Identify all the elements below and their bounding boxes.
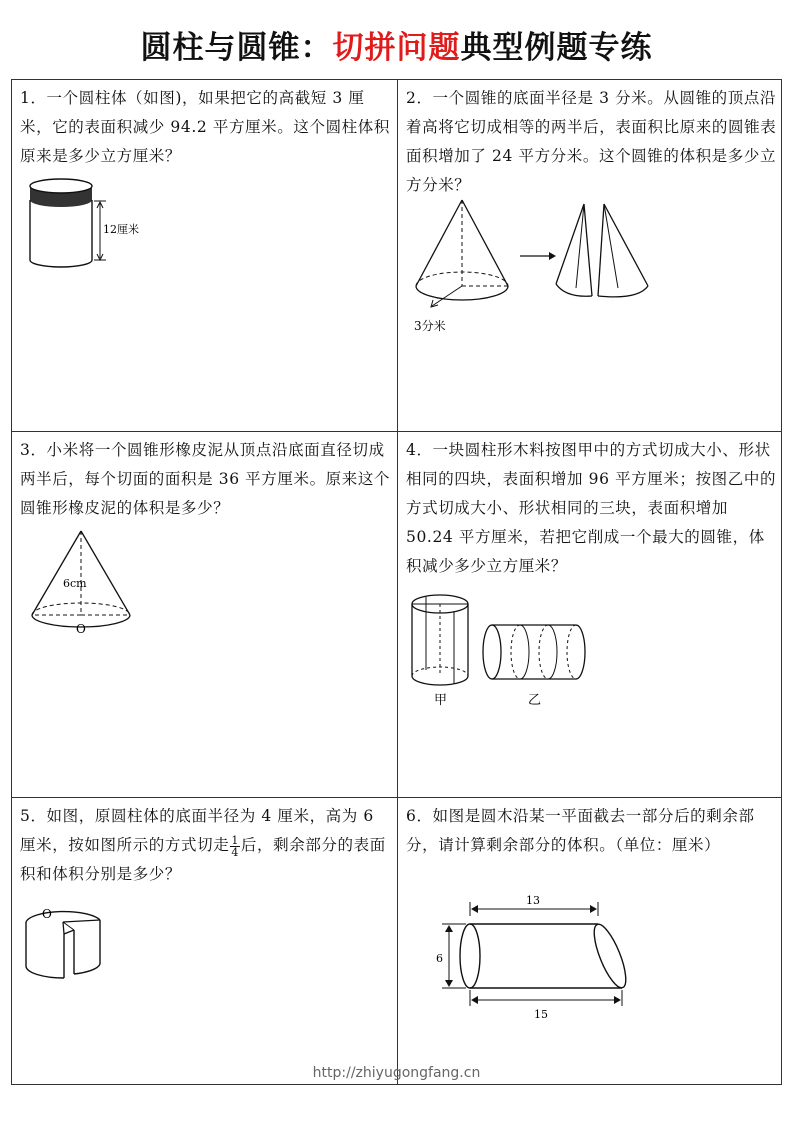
dim-top-label: 13 [526, 894, 540, 907]
cone-cut-figure [406, 196, 766, 336]
truncated-log-figure [418, 890, 638, 1030]
title-highlight: 切拼问题 [332, 30, 461, 66]
problem-6-text: 6．如图是圆木沿某一平面截去一部分后的剩余部分，请计算剩余部分的体积。（单位：厘米） [406, 807, 755, 854]
problem-1-text: 1．一个圆柱体（如图)，如果把它的高截短 3 厘米，它的表面积减少 94.2 平方厘米。这个圆柱体积原来是多少立方厘米？ [20, 89, 390, 165]
problem-grid [11, 79, 782, 1085]
center-label: O [42, 907, 52, 921]
problem-4-text: 4．一块圆柱形木料按图甲中的方式切成大小、形状相同的四块，表面积增加 96 平方厘米；按图乙中的方式切成大小、形状相同的三块，表面积增加 50.24 平方厘米，若把它削成一个最大的圆锥，体积减少多少立方厘米？ [406, 441, 777, 575]
cut-cylinder-figure [22, 902, 112, 992]
problem-5-text [20, 802, 392, 889]
problem-3-text: 3．小米将一个圆锥形橡皮泥从顶点沿底面直径切成两半后，每个切面的面积是 36 平方厘米。原来这个圆锥形橡皮泥的体积是多少？ [20, 441, 391, 517]
dim-left-label: 6 [436, 952, 443, 965]
problem-5-text-before: 5．如图，原圆柱体的底面半径为 4 厘米，高为 6 厘米，按如图所示的方式切走 [20, 807, 374, 854]
height-label: 6cm [63, 577, 87, 590]
label-yi: 乙 [528, 693, 542, 708]
problem-6 [398, 798, 783, 1086]
cone-figure [26, 527, 136, 637]
problem-4 [398, 432, 783, 797]
problem-3 [12, 432, 397, 797]
title-part-1: 圆柱与圆锥： [140, 30, 333, 66]
cylinder-figure [20, 172, 170, 272]
problem-2-text: 2．一个圆锥的底面半径是 3 分米。从圆锥的顶点沿着高将它切成相等的两半后，表面积比原来的圆锥表面积增加了 24 平方分米。这个圆锥的体积是多少立方分米？ [406, 89, 777, 194]
fraction-denominator: 4 [231, 845, 239, 859]
fraction-one-quarter [230, 835, 240, 858]
problem-5 [12, 798, 397, 1086]
problem-1 [12, 80, 397, 431]
dim-bottom-label: 15 [534, 1008, 548, 1021]
center-label: O [76, 622, 86, 636]
height-label: 12厘米 [103, 223, 139, 236]
problem-2 [398, 80, 783, 431]
cylinder-cuts-figure [408, 592, 608, 712]
radius-label: 3分米 [414, 319, 446, 333]
fraction-numerator: 1 [231, 833, 239, 847]
title-part-3: 典型例题专练 [460, 30, 653, 66]
page-title [0, 22, 793, 67]
problem-5-text-after: 后，剩余部分的表面积和体积分别是多少？ [20, 836, 386, 883]
label-jia: 甲 [434, 693, 448, 708]
footer-url: http://zhiyugongfang.cn [312, 1065, 481, 1081]
